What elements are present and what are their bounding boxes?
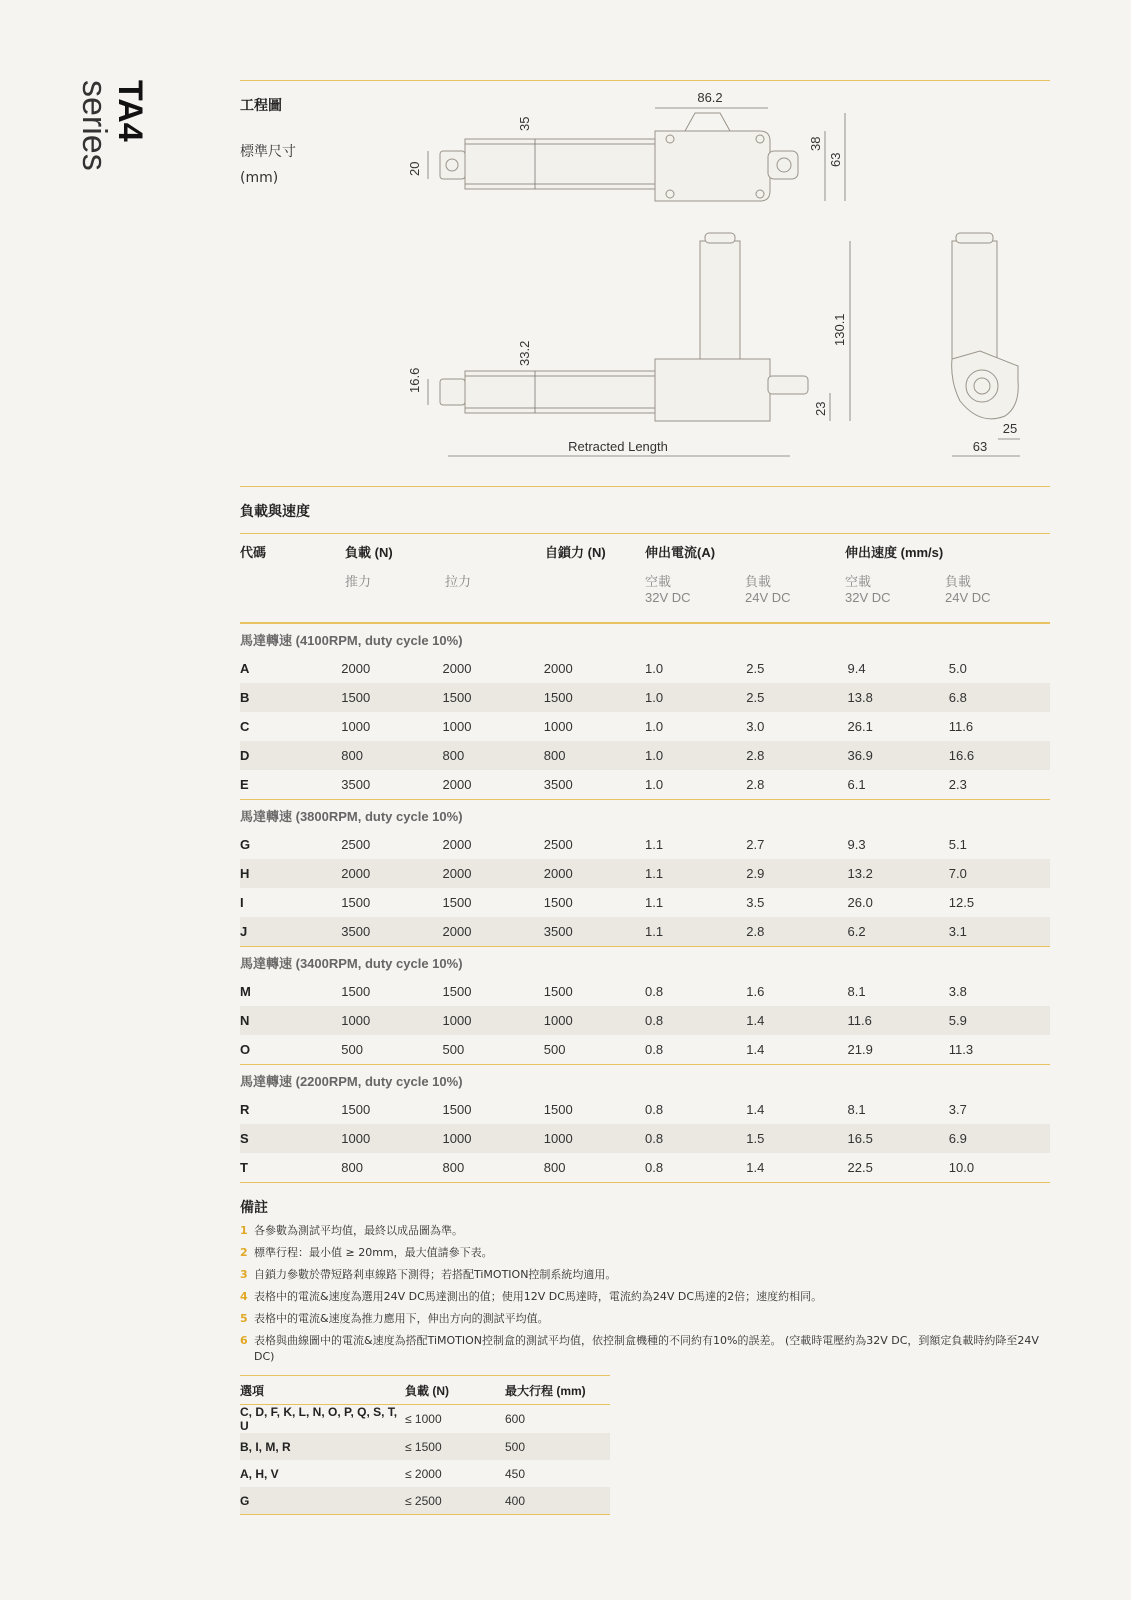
header-current-32v: 32V DC — [645, 590, 691, 605]
row-cell: 5.0 — [948, 661, 967, 676]
row-code: I — [240, 895, 244, 910]
dim-86-2: 86.2 — [697, 90, 723, 105]
table-row — [240, 1095, 1050, 1124]
row-cell: 10.0 — [948, 1160, 975, 1175]
row-cell: 1.0 — [645, 661, 664, 676]
options-row — [240, 1487, 610, 1515]
row-cell: 1500 — [543, 984, 573, 999]
row-cell: 2.8 — [746, 777, 765, 792]
model-name: TA4 — [111, 80, 149, 142]
row-cell: 2500 — [543, 837, 573, 852]
row-code: G — [240, 837, 251, 852]
options-cell: ≤ 2500 — [405, 1487, 505, 1515]
row-code: H — [240, 859, 341, 888]
row-cell: 1500 — [544, 683, 645, 712]
row-cell: 800 — [543, 1160, 566, 1175]
row-cell: 1500 — [341, 683, 442, 712]
row-cell: 2000 — [443, 859, 544, 888]
note-number: 3 — [240, 1268, 248, 1281]
load-speed-title: 負載與速度 — [240, 504, 310, 520]
engineering-section — [240, 81, 1050, 486]
row-cell: 21.9 — [847, 1042, 873, 1057]
engineering-drawing — [240, 81, 1050, 486]
dim-35: 35 — [517, 116, 532, 131]
spec-table-body — [240, 624, 1050, 1183]
row-cell: 1.6 — [746, 984, 765, 999]
row-cell: 3.7 — [948, 1102, 967, 1117]
motor-group-row — [240, 947, 1050, 978]
row-cell: 9.3 — [847, 837, 866, 852]
header-pull: 拉力 — [445, 574, 472, 589]
spec-bottom-rule — [240, 1182, 1050, 1183]
row-cell: 8.1 — [847, 1102, 866, 1117]
note-number: 6 — [240, 1334, 248, 1347]
header-current-24v: 24V DC — [745, 590, 791, 605]
note-text: 表格中的電流&速度為推力應用下，伸出方向的測試平均值。 — [254, 1312, 549, 1325]
row-code: D — [240, 741, 341, 770]
row-cell: 1.1 — [645, 837, 664, 852]
row-cell: 3500 — [544, 917, 645, 947]
series-word: series — [75, 80, 113, 171]
motor-group-row — [240, 624, 1050, 655]
row-cell: 0.8 — [645, 984, 664, 999]
dim-25: 25 — [1002, 421, 1018, 436]
row-cell: 8.1 — [847, 984, 866, 999]
row-code: R — [240, 1102, 250, 1117]
row-cell: 5.9 — [949, 1006, 1050, 1035]
row-cell: 1500 — [341, 1102, 371, 1117]
dim-63-side: 63 — [972, 439, 988, 454]
row-cell: 1000 — [341, 1124, 442, 1153]
row-cell: 16.5 — [848, 1124, 949, 1153]
row-cell: 2000 — [543, 661, 573, 676]
dim-33-2: 33.2 — [517, 340, 532, 366]
row-cell: 800 — [544, 741, 645, 770]
note-item — [240, 1333, 1050, 1365]
main-content — [240, 80, 1050, 1515]
table-row — [240, 712, 1050, 741]
dim-20: 20 — [407, 161, 422, 176]
header-speed-24v: 24V DC — [945, 590, 991, 605]
row-cell: 2000 — [442, 777, 472, 792]
row-cell: 1500 — [442, 984, 472, 999]
table-row — [240, 1124, 1050, 1153]
note-item — [240, 1311, 1050, 1327]
row-cell: 5.1 — [948, 837, 967, 852]
header-current: 伸出電流(A) — [645, 545, 716, 560]
note-item — [240, 1245, 1050, 1261]
row-cell: 2000 — [544, 859, 645, 888]
options-cell: C, D, F, K, L, N, O, P, Q, S, T, U — [240, 1405, 398, 1433]
row-code: O — [240, 1042, 251, 1057]
header-current-loaded: 負載 — [745, 574, 772, 589]
note-number: 5 — [240, 1312, 248, 1325]
front-view-dimensions — [428, 241, 850, 456]
note-item — [240, 1223, 1050, 1239]
note-number: 2 — [240, 1246, 248, 1259]
header-load: 負載 (N) — [345, 545, 393, 560]
row-cell: 0.8 — [645, 1124, 746, 1153]
dim-63-top: 63 — [828, 152, 843, 167]
row-cell: 0.8 — [645, 1160, 664, 1175]
row-cell: 7.0 — [949, 859, 1050, 888]
row-cell: 2.5 — [746, 683, 847, 712]
row-cell: 2.9 — [746, 859, 847, 888]
options-cell: ≤ 1500 — [405, 1433, 505, 1460]
row-cell: 1.4 — [746, 1160, 765, 1175]
options-cell: B, I, M, R — [240, 1433, 405, 1460]
table-row — [240, 741, 1050, 770]
motor-group-label: 馬達轉速 (4100RPM, duty cycle 10%) — [240, 624, 1050, 655]
table-row — [240, 917, 1050, 947]
spec-table-header — [240, 533, 1050, 623]
table-row — [240, 830, 1050, 859]
header-speed: 伸出速度 (mm/s) — [845, 545, 944, 560]
row-code: S — [240, 1124, 341, 1153]
row-cell: 1.4 — [746, 1042, 765, 1057]
row-cell: 1500 — [543, 1102, 573, 1117]
row-cell: 3.5 — [746, 895, 765, 910]
row-code: A — [240, 661, 250, 676]
note-item — [240, 1267, 1050, 1283]
row-cell: 6.8 — [949, 683, 1050, 712]
row-cell: 6.2 — [848, 917, 949, 947]
notes-list — [240, 1223, 1050, 1365]
row-cell: 2.5 — [746, 661, 765, 676]
table-row — [240, 859, 1050, 888]
row-cell: 11.6 — [948, 719, 974, 734]
row-cell: 2.7 — [746, 837, 765, 852]
row-cell: 1.0 — [645, 777, 664, 792]
options-cell: 600 — [505, 1412, 526, 1426]
options-table-body — [240, 1376, 610, 1515]
note-text: 表格與曲線圖中的電流&速度為搭配TiMOTION控制盒的測試平均值，依控制盒機種的不同約有10%的誤差。 (空載時電壓約為32V DC，到額定負載時約降至24V DC) — [254, 1334, 1039, 1363]
row-cell: 0.8 — [645, 1042, 664, 1057]
row-cell: 11.3 — [948, 1042, 974, 1057]
row-cell: 2.3 — [948, 777, 967, 792]
header-selflock: 自鎖力 (N) — [545, 545, 606, 560]
options-header-cell: 負載 (N) — [405, 1376, 505, 1405]
header-speed-loaded: 負載 — [945, 574, 972, 589]
row-cell: 6.9 — [949, 1124, 1050, 1153]
row-cell: 500 — [341, 1042, 363, 1057]
row-cell: 1000 — [443, 1006, 544, 1035]
row-cell: 2.8 — [746, 917, 847, 947]
table-row — [240, 888, 1050, 917]
motor-group-row — [240, 1065, 1050, 1096]
row-cell: 0.8 — [645, 1102, 664, 1117]
row-cell: 3.8 — [948, 984, 967, 999]
row-cell: 1500 — [341, 984, 371, 999]
row-cell: 1.0 — [645, 741, 746, 770]
series-sidebar — [70, 80, 160, 240]
dim-130-1: 130.1 — [832, 313, 847, 346]
header-speed-32v: 32V DC — [845, 590, 891, 605]
row-code: M — [240, 984, 251, 999]
row-cell: 1500 — [341, 895, 371, 910]
row-cell: 9.4 — [847, 661, 866, 676]
options-cell: 500 — [505, 1433, 610, 1460]
row-code: B — [240, 683, 341, 712]
row-code: T — [240, 1160, 248, 1175]
row-code: N — [240, 1006, 341, 1035]
row-cell: 1000 — [544, 1006, 645, 1035]
notes-title: 備註 — [240, 1200, 268, 1216]
row-cell: 1.0 — [645, 719, 664, 734]
motor-group-label: 馬達轉速 (2200RPM, duty cycle 10%) — [240, 1065, 1050, 1096]
motor-group-row — [240, 800, 1050, 831]
row-cell: 1500 — [442, 895, 472, 910]
header-push: 推力 — [345, 574, 372, 589]
options-cell: 450 — [505, 1466, 526, 1481]
row-cell: 22.5 — [847, 1160, 873, 1175]
row-cell: 3.1 — [949, 917, 1050, 947]
note-number: 4 — [240, 1290, 248, 1303]
unit-label: (mm) — [240, 170, 279, 186]
note-text: 自鎖力參數於帶短路剎車線路下測得；若搭配TiMOTION控制系統均適用。 — [254, 1268, 617, 1281]
row-cell: 1000 — [341, 719, 371, 734]
note-text: 各參數為測試平均值，最終以成品圖為準。 — [254, 1224, 463, 1237]
row-cell: 2000 — [442, 661, 472, 676]
table-row — [240, 770, 1050, 800]
note-item — [240, 1289, 1050, 1305]
dim-23: 23 — [813, 401, 828, 416]
row-cell: 800 — [341, 741, 442, 770]
row-cell: 13.2 — [848, 859, 949, 888]
row-cell: 800 — [442, 1160, 465, 1175]
row-cell: 2000 — [341, 859, 442, 888]
note-text: 表格中的電流&速度為選用24V DC馬達測出的值；使用12V DC馬達時，電流約為24V DC馬達的2倍；速度約相同。 — [254, 1290, 823, 1303]
row-cell: 2500 — [341, 837, 371, 852]
series-label — [76, 80, 148, 171]
header-current-noload: 空載 — [645, 574, 672, 589]
actuator-front-view — [440, 233, 808, 421]
options-cell: G — [240, 1487, 405, 1515]
table-row — [240, 1153, 1050, 1182]
row-cell: 1500 — [442, 1102, 472, 1117]
row-cell: 0.8 — [645, 1006, 746, 1035]
note-number: 1 — [240, 1224, 248, 1237]
row-cell: 1.4 — [746, 1102, 765, 1117]
row-cell: 13.8 — [848, 683, 949, 712]
row-cell: 2000 — [341, 661, 371, 676]
row-cell: 1.0 — [645, 683, 746, 712]
row-cell: 16.6 — [949, 741, 1050, 770]
row-cell: 2000 — [443, 917, 544, 947]
row-cell: 3500 — [341, 917, 442, 947]
motor-group-label: 馬達轉速 (3800RPM, duty cycle 10%) — [240, 800, 1050, 831]
table-row — [240, 1035, 1050, 1065]
row-cell: 1000 — [544, 1124, 645, 1153]
table-row — [240, 683, 1050, 712]
note-text: 標準行程：最小值 ≥ 20mm，最大值請參下表。 — [254, 1246, 493, 1259]
table-row — [240, 977, 1050, 1006]
options-header-row — [240, 1376, 610, 1405]
row-code: J — [240, 917, 341, 947]
row-cell: 12.5 — [948, 895, 975, 910]
options-header-cell: 選項 — [240, 1376, 405, 1405]
actuator-top-view — [440, 113, 798, 201]
row-code: E — [240, 777, 249, 792]
options-cell: A, H, V — [240, 1466, 279, 1481]
dim-16-6: 16.6 — [407, 367, 422, 393]
options-cell: ≤ 2000 — [405, 1466, 442, 1481]
row-cell: 11.6 — [848, 1006, 949, 1035]
row-cell: 800 — [341, 1160, 363, 1175]
row-cell: 1.1 — [645, 859, 746, 888]
options-header-cell: 最大行程 (mm) — [505, 1376, 610, 1405]
row-cell: 1500 — [443, 683, 544, 712]
row-cell: 500 — [543, 1042, 566, 1057]
row-cell: 500 — [442, 1042, 465, 1057]
row-cell: 1.1 — [645, 917, 746, 947]
spec-table — [240, 623, 1050, 1182]
row-cell: 1.1 — [645, 895, 664, 910]
options-cell: 400 — [505, 1487, 610, 1515]
row-cell: 26.0 — [847, 895, 873, 910]
row-cell: 1.4 — [746, 1006, 847, 1035]
row-code: C — [240, 719, 250, 734]
header-code: 代碼 — [240, 545, 267, 560]
motor-group-label: 馬達轉速 (3400RPM, duty cycle 10%) — [240, 947, 1050, 978]
row-cell: 2000 — [442, 837, 472, 852]
row-cell: 1000 — [341, 1006, 442, 1035]
table-row — [240, 654, 1050, 683]
row-cell: 1000 — [443, 1124, 544, 1153]
dim-38: 38 — [808, 136, 823, 151]
row-cell: 36.9 — [848, 741, 949, 770]
row-cell: 26.1 — [847, 719, 873, 734]
row-cell: 3500 — [341, 777, 371, 792]
retracted-length-label: Retracted Length — [568, 439, 668, 454]
options-table — [240, 1375, 610, 1515]
row-cell: 1500 — [543, 895, 573, 910]
row-cell: 1.5 — [746, 1124, 847, 1153]
row-cell: 6.1 — [847, 777, 866, 792]
options-cell: ≤ 1000 — [405, 1412, 442, 1426]
actuator-side-view — [952, 233, 1019, 419]
engineering-title: 工程圖 — [240, 98, 282, 114]
header-speed-noload: 空載 — [845, 574, 872, 589]
row-cell: 1000 — [543, 719, 573, 734]
row-cell: 1000 — [442, 719, 472, 734]
table-row — [240, 1006, 1050, 1035]
row-cell: 2.8 — [746, 741, 847, 770]
options-row — [240, 1460, 610, 1487]
standard-dimension-label: 標準尺寸 — [240, 144, 296, 160]
row-cell: 3.0 — [746, 719, 765, 734]
options-row — [240, 1405, 610, 1434]
row-cell: 800 — [443, 741, 544, 770]
options-row — [240, 1433, 610, 1460]
row-cell: 3500 — [543, 777, 573, 792]
